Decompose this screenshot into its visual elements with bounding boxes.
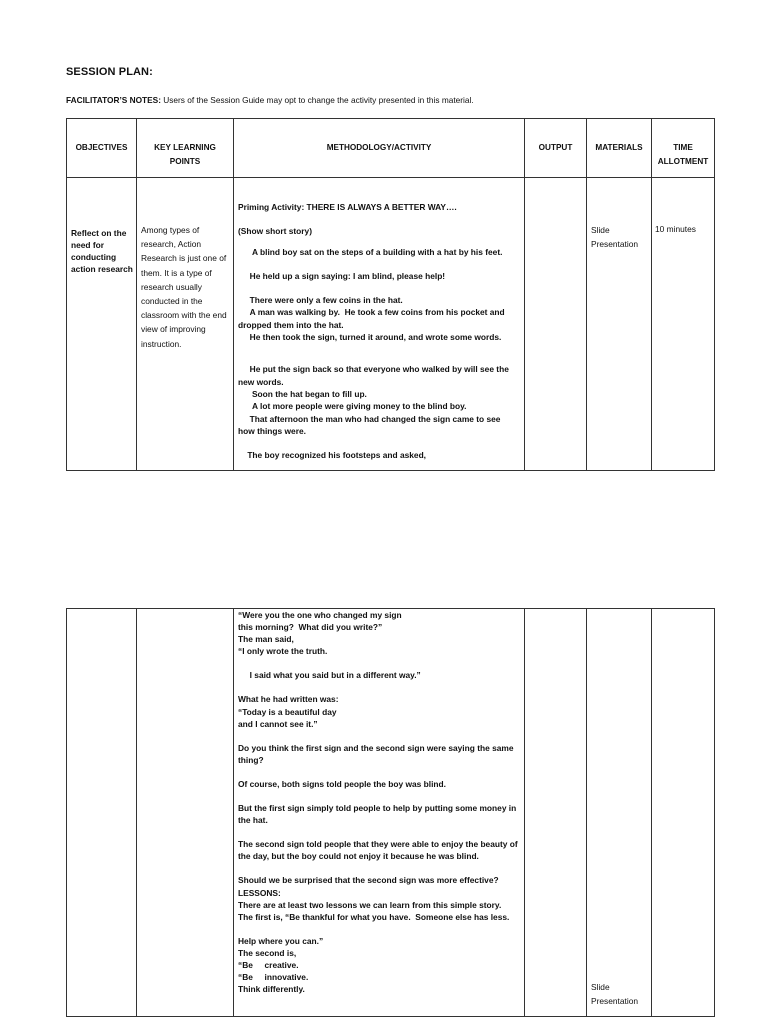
methodology-line: (Show short story) [238,226,312,237]
key-points-cell: Among types of research, Action Research is just one of them. It is a type of research usually conducted in the classroom with the end view of improving instruction. [137,178,234,471]
methodology-line: A lot more people were giving money to the blind boy. [238,401,467,412]
header-key-learning-points: KEY LEARNING POINTS [137,119,234,178]
methodology-line: A man was walking by. He took a few coins from his pocket and dropped them into the hat. [238,307,507,330]
methodology-line: The second sign told people that they were able to enjoy the beauty of the day, but the boy could not enjoy it because he was blind. [238,839,520,862]
table-row [67,609,715,1017]
methodology-line: “Be innovative. [238,972,309,983]
methodology-line: Of course, both signs told people the boy was blind. [238,778,446,789]
facilitator-notes-label: FACILITATOR’S NOTES: [66,95,161,105]
materials-cell: Slide Presentation [587,178,652,471]
objectives-cell [67,609,137,1017]
methodology-line: That afternoon the man who had changed the sign came to see how things were. [238,413,503,436]
methodology-line: “Today is a beautiful day [238,706,337,717]
key-points-cell [137,609,234,1017]
session-plan-title: SESSION PLAN: [66,66,153,78]
header-objectives: OBJECTIVES [67,119,137,178]
table-row [67,178,715,471]
methodology-line: A blind boy sat on the steps of a building with a hat by his feet. [238,246,503,257]
session-plan-table [66,118,715,471]
methodology-line: There are at least two lessons we can learn from this simple story. [238,899,502,910]
output-cell [525,178,587,471]
methodology-line: But the first sign simply told people to help by putting some money in the hat. [238,803,519,826]
materials-cell: Slide Presentation [587,609,652,1017]
output-cell [525,609,587,1017]
methodology-line: There were only a few coins in the hat. [238,295,403,306]
table-header-row [67,119,715,178]
objectives-cell: Reflect on the need for conducting action research [67,178,137,471]
methodology-line: The boy recognized his footsteps and asked, [238,450,427,461]
methodology-line: Soon the hat began to fill up. [238,388,367,399]
methodology-line: He then took the sign, turned it around, and wrote some words. [238,332,502,343]
time-cell [652,609,715,1017]
methodology-line: Should we be surprised that the second sign was more effective? [238,875,499,886]
methodology-line: He held up a sign saying: I am blind, please help! [238,270,446,281]
methodology-line: The first is, “Be thankful for what you have. Someone else has less. [238,911,510,922]
methodology-line: this morning? What did you write?” [238,622,383,633]
methodology-line: The man said, [238,634,294,645]
methodology-cell [234,609,525,1017]
facilitator-notes [66,95,474,105]
header-output: OUTPUT [525,119,587,178]
methodology-line: Priming Activity: THERE IS ALWAYS A BETTER WAY…. [238,202,457,212]
methodology-line: The second is, [238,947,297,958]
methodology-line: and I cannot see it.” [238,718,318,729]
methodology-line: Do you think the first sign and the second sign were saying the same thing? [238,742,516,765]
methodology-line: “Be creative. [238,959,299,970]
header-materials: MATERIALS [587,119,652,178]
time-cell: 10 minutes [652,178,715,471]
methodology-line: What he had written was: [238,694,339,705]
header-time-allotment: TIME ALLOTMENT [652,119,715,178]
methodology-line: I said what you said but in a different way.” [238,670,421,681]
methodology-line: Think differently. [238,984,305,995]
methodology-cell [234,178,525,471]
session-plan-table-continued [66,608,715,1017]
header-methodology: METHODOLOGY/ACTIVITY [234,119,525,178]
methodology-line: “I only wrote the truth. [238,646,328,657]
methodology-line: LESSONS: [238,887,281,898]
facilitator-notes-text: Users of the Session Guide may opt to change the activity presented in this material. [160,95,474,105]
methodology-line: “Were you the one who changed my sign [238,610,402,620]
methodology-line: Help where you can.” [238,935,324,946]
methodology-line: He put the sign back so that everyone who walked by will see the new words. [238,364,512,387]
